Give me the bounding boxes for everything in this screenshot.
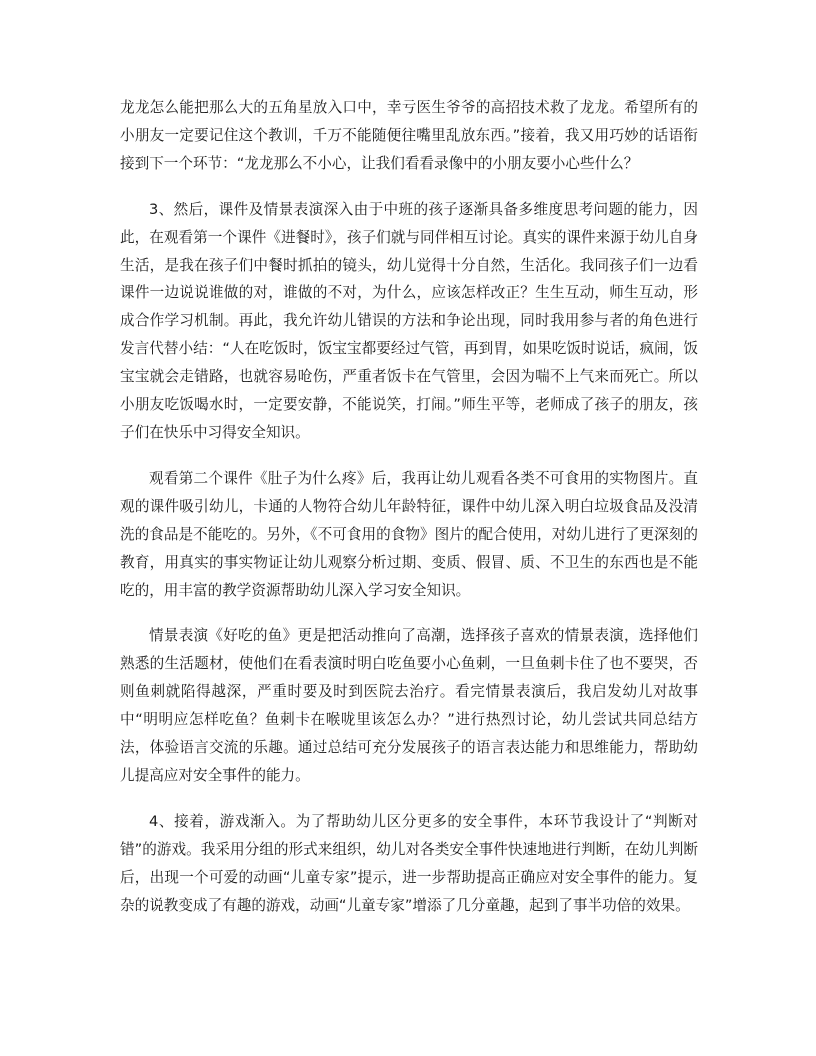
paragraph-gap bbox=[120, 790, 698, 808]
paragraph-courseware-performance: 3、然后，课件及情景表演深入由于中班的孩子逐渐具备多维度思考问题的能力，因此，在观看第一个课件《进餐时》，孩子们就与同伴相互讨论。真实的课件来源于幼儿自身生活，是我在孩子们中餐时抓拍的镜头，幼儿觉得十分自然，生活化。我同孩子们一边看课件一边说说谁做的对，谁做的不对，为什么，应该怎样改正？生生互动，师生互动，形成合作学习机制。再此，我允许幼儿错误的方法和争论出现，同时我用参与者的角色进行发言代替小结：“人在吃饭时，饭宝宝都要经过气管，再到胃，如果吃饭时说话，疯闹，饭宝宝就会走错路，也就容易呛伤，严重者饭卡在气管里，会因为喘不上气来而死亡。所以小朋友吃饭喝水时，一定要安静，不能说笑，打闹。”师生平等，老师成了孩子的朋友，孩子们在快乐中习得安全知识。 bbox=[120, 200, 698, 441]
paragraph-second-courseware: 观看第二个课件《肚子为什么疼》后，我再让幼儿观看各类不可食用的实物图片。直观的课件吸引幼儿，卡通的人物符合幼儿年龄特征，课件中幼儿深入明白垃圾食品及没清洗的食品是不能吃的。另外，《不可食用的食物》图片的配合使用，对幼儿进行了更深刻的教育，用真实的事实物证让幼儿观察分析过期、变质、假冒、质、不卫生的东西也是不能吃的，用丰富的教学资源帮助幼儿深入学习安全知识。 bbox=[120, 469, 698, 599]
paragraph-continued: 龙龙怎么能把那么大的五角星放入口中，幸亏医生爷爷的高招技术救了龙龙。希望所有的小朋友一定要记住这个教训，千万不能随便往嘴里乱放东西。”接着，我又用巧妙的话语衔接到下一个环节：“龙龙那么不小心，让我们看看录像中的小朋友要小心些什么？ bbox=[120, 99, 698, 172]
paragraph-situational-performance: 情景表演《好吃的鱼》更是把活动推向了高潮，选择孩子喜欢的情景表演，选择他们熟悉的生活题材，使他们在看表演时明白吃鱼要小心鱼刺，一旦鱼刺卡住了也不要哭，否则鱼刺就陷得越深，严重时要及时到医院去治疗。看完情景表演后，我启发幼儿对故事中“明明应怎样吃鱼？鱼刺卡在喉咙里该怎么办？”进行热烈讨论，幼儿尝试共同总结方法，体验语言交流的乐趣。通过总结可充分发展孩子的语言表达能力和思维能力，帮助幼儿提高应对安全事件的能力。 bbox=[120, 627, 698, 784]
paragraph-game: 4、接着，游戏渐入。为了帮助幼儿区分更多的安全事件，本环节我设计了“判断对错”的游戏。我采用分组的形式来组织，幼儿对各类安全事件快速地进行判断，在幼儿判断后，出现一个可爱的动画“儿童专家”提示，进一步帮助提高正确应对安全事件的能力。复杂的说教变成了有趣的游戏，动画“儿童专家”增添了几分童趣，起到了事半功倍的效果。 bbox=[120, 812, 698, 914]
document-page bbox=[120, 94, 698, 919]
paragraph-gap bbox=[120, 604, 698, 622]
paragraph-gap bbox=[120, 178, 698, 196]
paragraph-gap bbox=[120, 447, 698, 465]
